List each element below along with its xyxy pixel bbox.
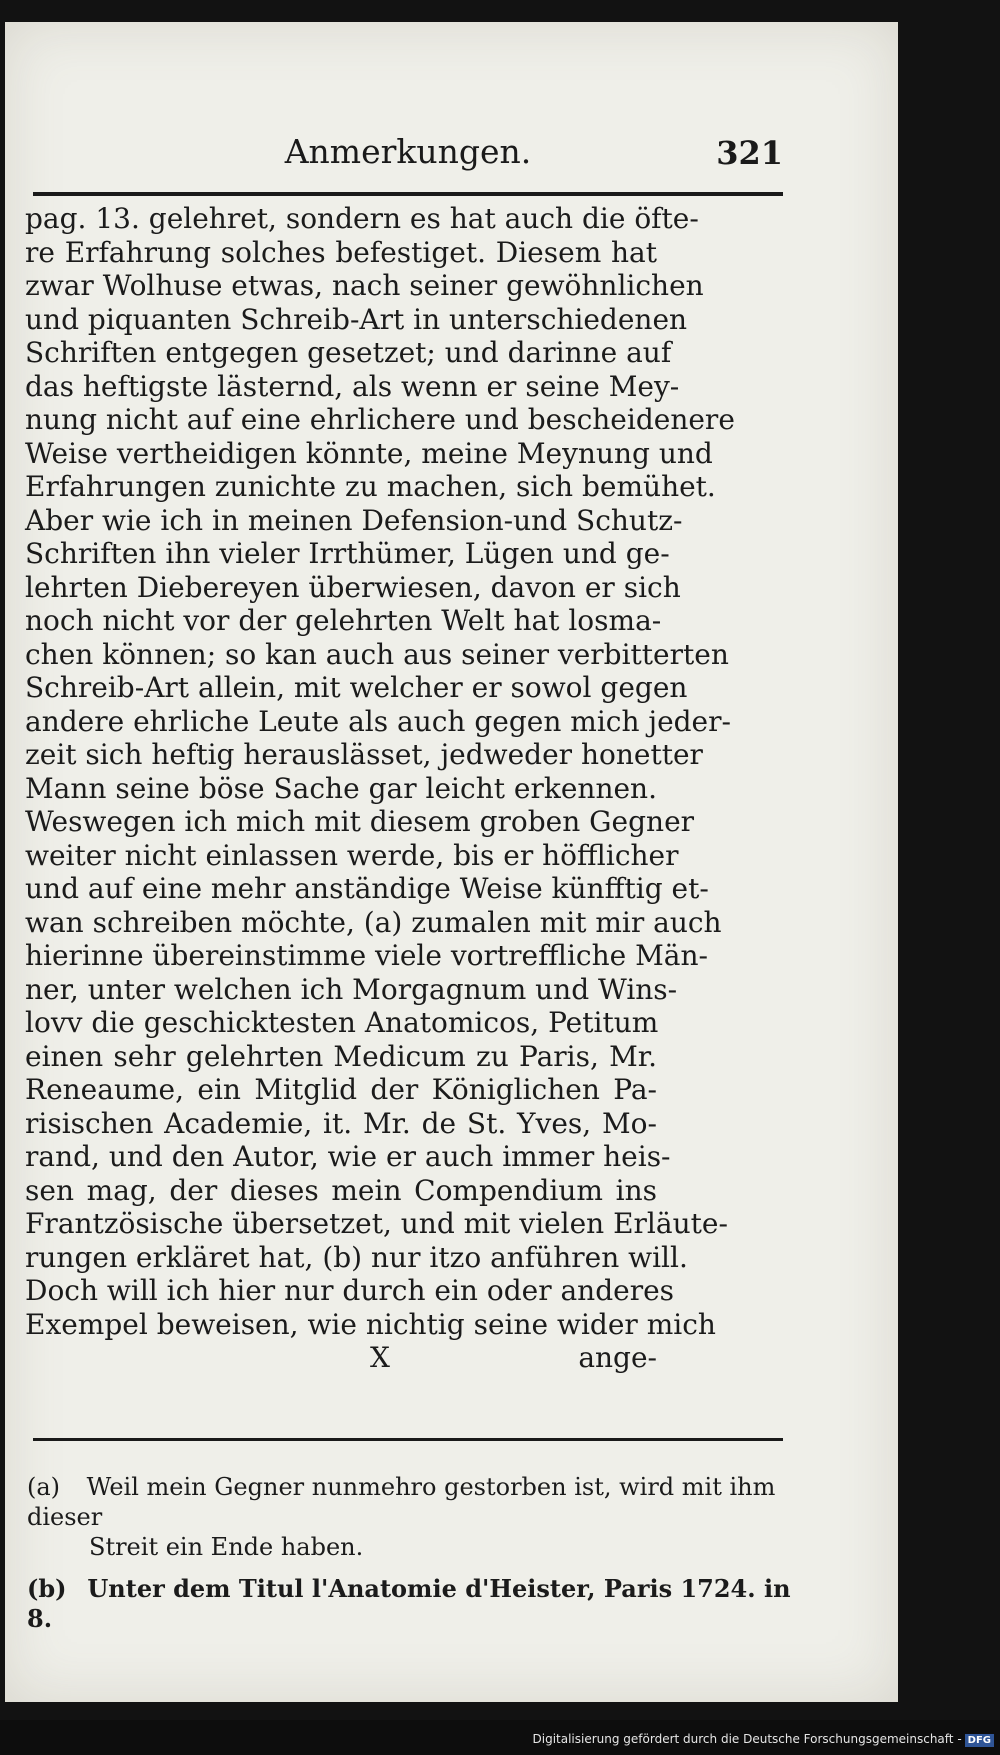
text-line: nung nicht auf eine ehrlichere und bescheidenere	[25, 403, 735, 436]
text-line: Erfahrungen zunichte zu machen, sich bemühet.	[25, 470, 716, 503]
credit-text: Digitalisierung gefördert durch die Deutsche Forschungsgemeinschaft -	[532, 1732, 962, 1746]
footnote-text: Streit ein Ende haben.	[89, 1533, 364, 1561]
header-rule	[33, 192, 783, 196]
text-line: ner, unter welchen ich Morgagnum und Wins-	[25, 972, 678, 1006]
text-line: einen sehr gelehrten Medicum zu Paris, Mr.	[25, 1039, 657, 1073]
footnotes	[27, 1472, 807, 1646]
text-line: Schriften ihn vieler Irrthümer, Lügen und ge-	[25, 537, 670, 570]
text-line: lehrten Diebereyen überwiesen, davon er sich	[25, 570, 681, 604]
footnote-rule	[33, 1438, 783, 1441]
text-line: lovv die geschicktesten Anatomicos, Petitum	[25, 1006, 659, 1039]
main-text	[25, 202, 735, 1375]
text-line: rungen erkläret hat, (b) nur itzo anführen will.	[25, 1240, 688, 1274]
page-number: 321	[716, 134, 783, 172]
text-line: Doch will ich hier nur durch ein oder anderes	[25, 1274, 675, 1307]
text-line: und auf eine mehr anständige Weise künfftig et-	[25, 872, 709, 905]
text-line: Reneaume, ein Mitglid der Königlichen Pa-	[25, 1073, 657, 1106]
catchword: ange-	[578, 1341, 657, 1374]
footnote-text: Weil mein Gegner nunmehro gestorben ist, wird mit ihm dieser	[27, 1473, 776, 1531]
running-head: Anmerkungen.	[284, 132, 532, 171]
page-header	[33, 132, 783, 182]
footnote-text: Unter dem Titul l'Anatomie d'Heister, Paris 1724. in 8.	[27, 1574, 791, 1633]
text-line: zeit sich heftig herauslässet, jedweder honetter	[25, 738, 703, 771]
text-line: Exempel beweisen, wie nichtig seine wider mich	[25, 1307, 716, 1341]
dfg-logo: DFG	[965, 1734, 994, 1747]
footnote-marker: (b)	[27, 1574, 67, 1603]
text-line: und piquanten Schreib-Art in unterschiedenen	[25, 302, 688, 336]
text-line: pag. 13. gelehret, sondern es hat auch die öfte-	[25, 202, 699, 235]
text-line: Schriften entgegen gesetzet; und darinne auf	[25, 336, 672, 369]
book-page	[5, 22, 898, 1702]
digitization-credit	[533, 1732, 995, 1747]
text-line: das heftigste lästernd, als wenn er seine Mey-	[25, 369, 680, 403]
text-line: zwar Wolhuse etwas, nach seiner gewöhnlichen	[25, 269, 704, 302]
text-line: rand, und den Autor, wie er auch immer heis-	[25, 1140, 671, 1173]
signature-mark: X	[370, 1341, 390, 1374]
footnote-a	[27, 1472, 807, 1562]
text-line: chen können; so kan auch aus seiner verbitterten	[25, 637, 729, 671]
text-line: Weswegen ich mich mit diesem groben Gegner	[25, 805, 695, 838]
text-line: Mann seine böse Sache gar leicht erkennen.	[25, 771, 657, 805]
text-line: hierinne übereinstimme viele vortreffliche Män-	[25, 939, 708, 972]
text-line: Frantzösische übersetzet, und mit vielen Erläute-	[25, 1207, 728, 1240]
footnote-b	[27, 1574, 807, 1634]
text-line: Weise vertheidigen könnte, meine Meynung und	[25, 436, 713, 470]
text-line: Aber wie ich in meinen Defension-und Schutz-	[25, 503, 683, 537]
text-line: Schreib-Art allein, mit welcher er sowol gegen	[25, 671, 688, 704]
text-line: weiter nicht einlassen werde, bis er höfflicher	[25, 838, 679, 872]
text-line: risischen Academie, it. Mr. de St. Yves, Mo-	[25, 1106, 657, 1140]
text-line: andere ehrliche Leute als auch gegen mich jeder-	[25, 704, 731, 738]
footnote-marker: (a)	[27, 1473, 61, 1501]
text-line: sen mag, der dieses mein Compendium ins	[25, 1173, 657, 1207]
signature-line	[25, 1341, 657, 1375]
text-line: noch nicht vor der gelehrten Welt hat losma-	[25, 604, 662, 637]
text-line: re Erfahrung solches befestiget. Diesem hat	[25, 235, 657, 269]
text-line: wan schreiben möchte, (a) zumalen mit mir auch	[25, 905, 722, 939]
